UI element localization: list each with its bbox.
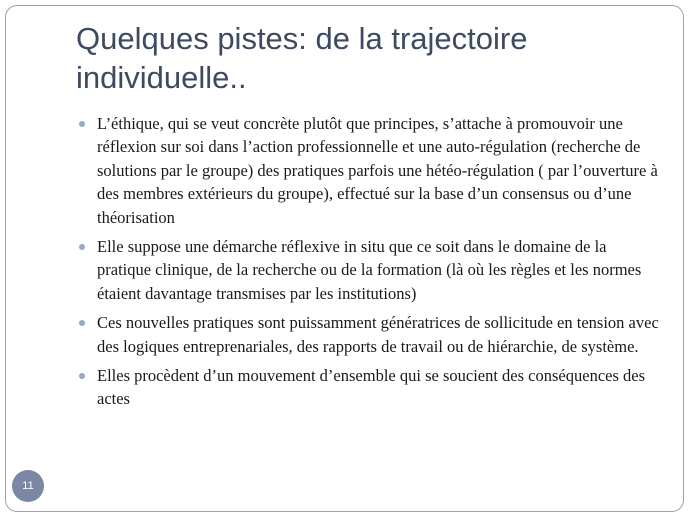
bullet-dot-icon bbox=[79, 244, 85, 250]
bullet-text: Elles procèdent d’un mouvement d’ensemble qui se soucient des conséquences des actes bbox=[97, 366, 646, 409]
list-item bbox=[79, 235, 659, 305]
bullet-text: Elle suppose une démarche réflexive in situ que ce soit dans le domaine de la pratique clinique, de la recherche ou de la formation (là où les règles et les normes étaient davantage transmises par les institutions) bbox=[97, 237, 642, 303]
bullet-dot-icon bbox=[79, 373, 85, 379]
list-item bbox=[79, 311, 659, 358]
bullet-text: L’éthique, qui se veut concrète plutôt que principes, s’attache à promouvoir une réflexion sur soi dans l’action professionnelle et une auto-régulation (recherche de solutions par le groupe) des pratiques parfois une hétéo-régulation ( par l’ouverture à des membres extérieurs du groupe), effectué sur la base d’un consensus ou d’une théorisation bbox=[97, 114, 658, 227]
page-number-badge: 11 bbox=[12, 470, 44, 502]
slide-title: Quelques pistes: de la trajectoire individuelle.. bbox=[76, 21, 528, 95]
bullet-list bbox=[79, 112, 659, 417]
bullet-dot-icon bbox=[79, 320, 85, 326]
list-item bbox=[79, 112, 659, 229]
bullet-dot-icon bbox=[79, 121, 85, 127]
list-item bbox=[79, 364, 659, 411]
bullet-text: Ces nouvelles pratiques sont puissamment génératrices de sollicitude en tension avec des logiques entreprenariales, des rapports de travail ou de hiérarchie, de système. bbox=[97, 313, 659, 356]
